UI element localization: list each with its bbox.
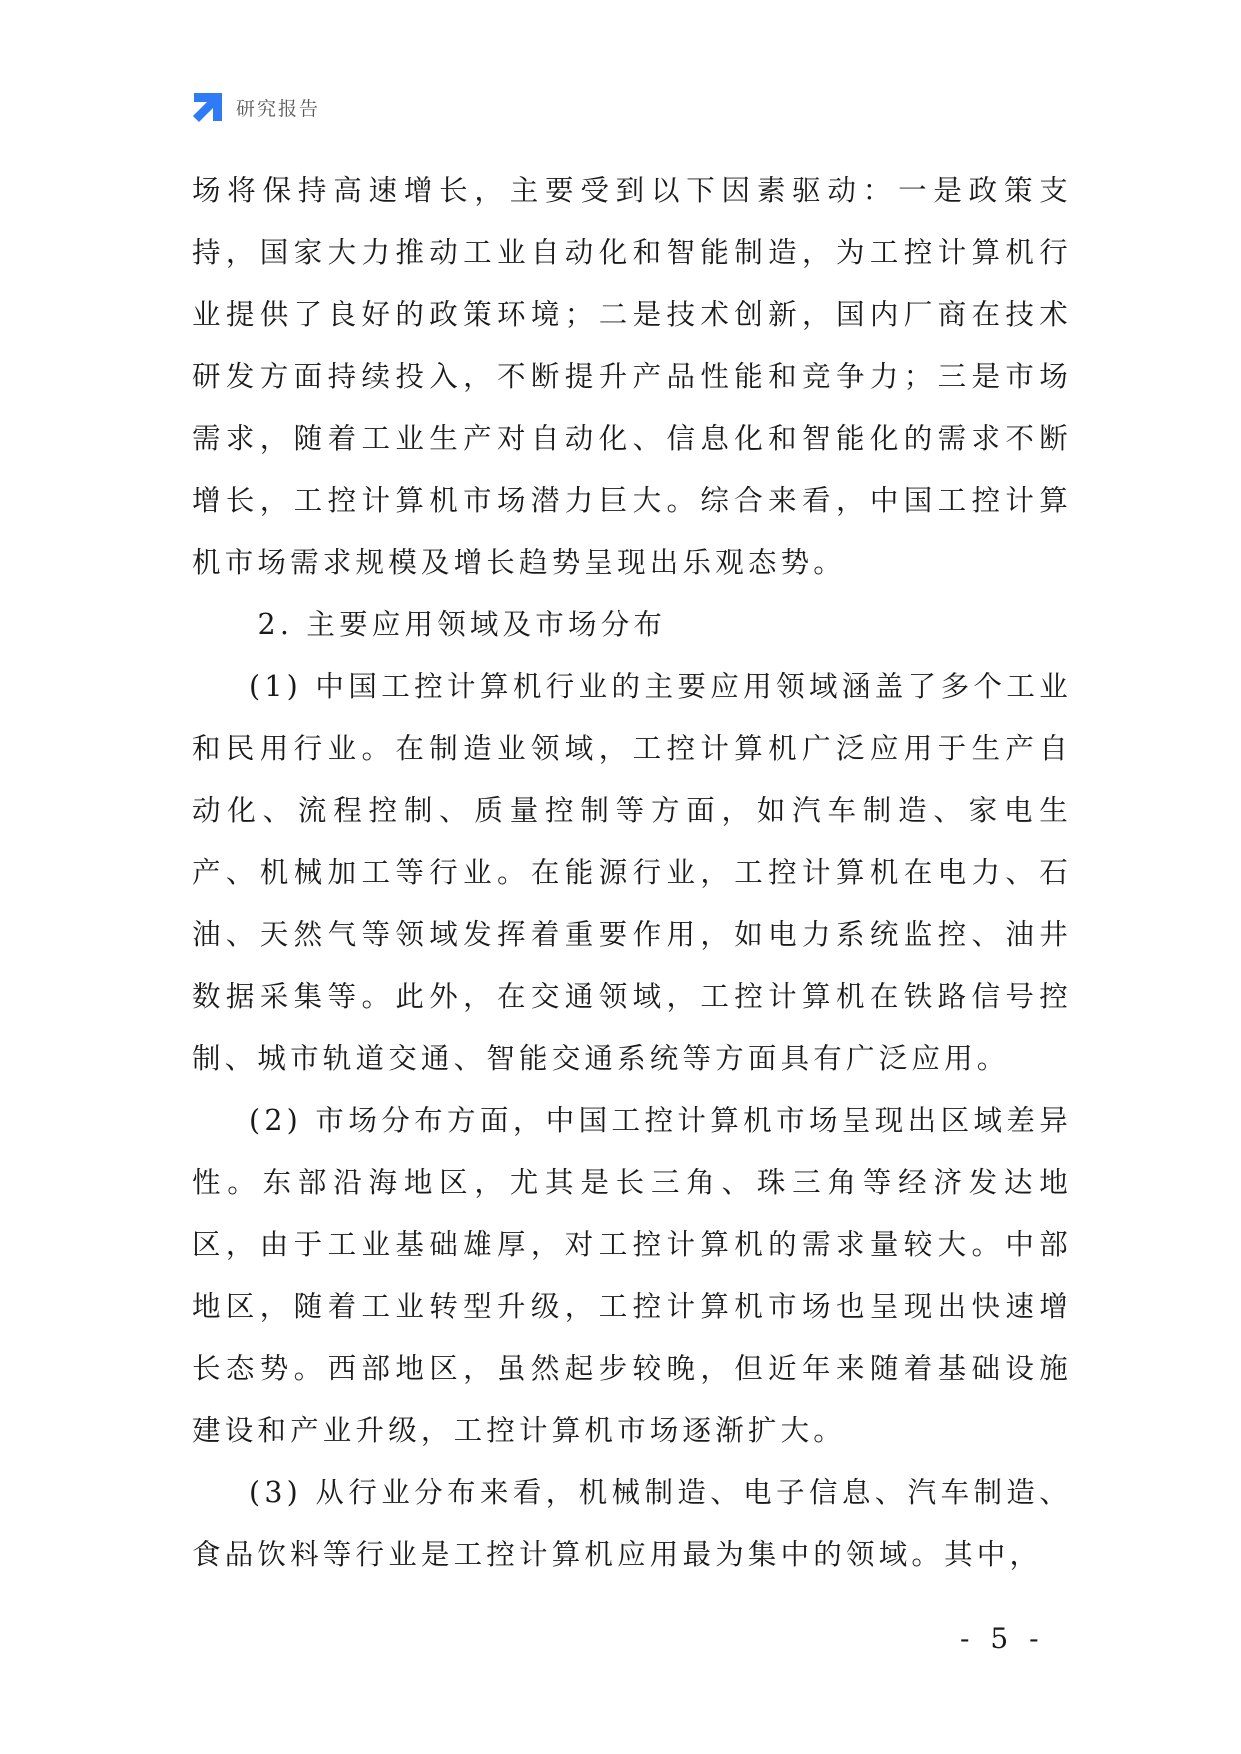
paragraph-industry-distribution: (3) 从行业分布来看，机械制造、电子信息、汽车制造、食品饮料等行业是工控计算机应用最为集中的领域。其中， bbox=[192, 1476, 1072, 1571]
section-heading: 2. 主要应用领域及市场分布 bbox=[257, 608, 667, 641]
paragraph-application-fields: (1) 中国工控计算机行业的主要应用领域涵盖了多个工业和民用行业。在制造业领域，工控计算机广泛应用于生产自动化、流程控制、质量控制等方面，如汽车制造、家电生产、机械加工等行业。在能源行业，工控计算机在电力、石油、天然气等领域发挥着重要作用，如电力系统监控、油井数据采集等。此外，在交通领域，工控计算机在铁路信号控制、城市轨道交通、智能交通系统等方面具有广泛应用。 bbox=[192, 670, 1072, 1075]
document-body bbox=[192, 160, 1072, 1586]
page-header bbox=[190, 88, 320, 126]
page-number: - 5 - bbox=[960, 1622, 1045, 1655]
header-title: 研究报告 bbox=[236, 97, 321, 120]
arrow-up-right-icon bbox=[190, 89, 226, 125]
paragraph-market-distribution: (2) 市场分布方面，中国工控计算机市场呈现出区域差异性。东部沿海地区，尤其是长三角、珠三角等经济发达地区，由于工业基础雄厚，对工控计算机的需求量较大。中部地区，随着工业转型升级，工控计算机市场也呈现出快速增长态势。西部地区，虽然起步较晚，但近年来随着基础设施建设和产业升级，工控计算机市场逐渐扩大。 bbox=[192, 1104, 1072, 1447]
paragraph-continuation: 场将保持高速增长，主要受到以下因素驱动：一是政策支持，国家大力推动工业自动化和智能制造，为工控计算机行业提供了良好的政策环境；二是技术创新，国内厂商在技术研发方面持续投入，不断提升产品性能和竞争力；三是市场需求，随着工业生产对自动化、信息化和智能化的需求不断增长，工控计算机市场潜力巨大。综合来看，中国工控计算机市场需求规模及增长趋势呈现出乐观态势。 bbox=[192, 174, 1072, 579]
